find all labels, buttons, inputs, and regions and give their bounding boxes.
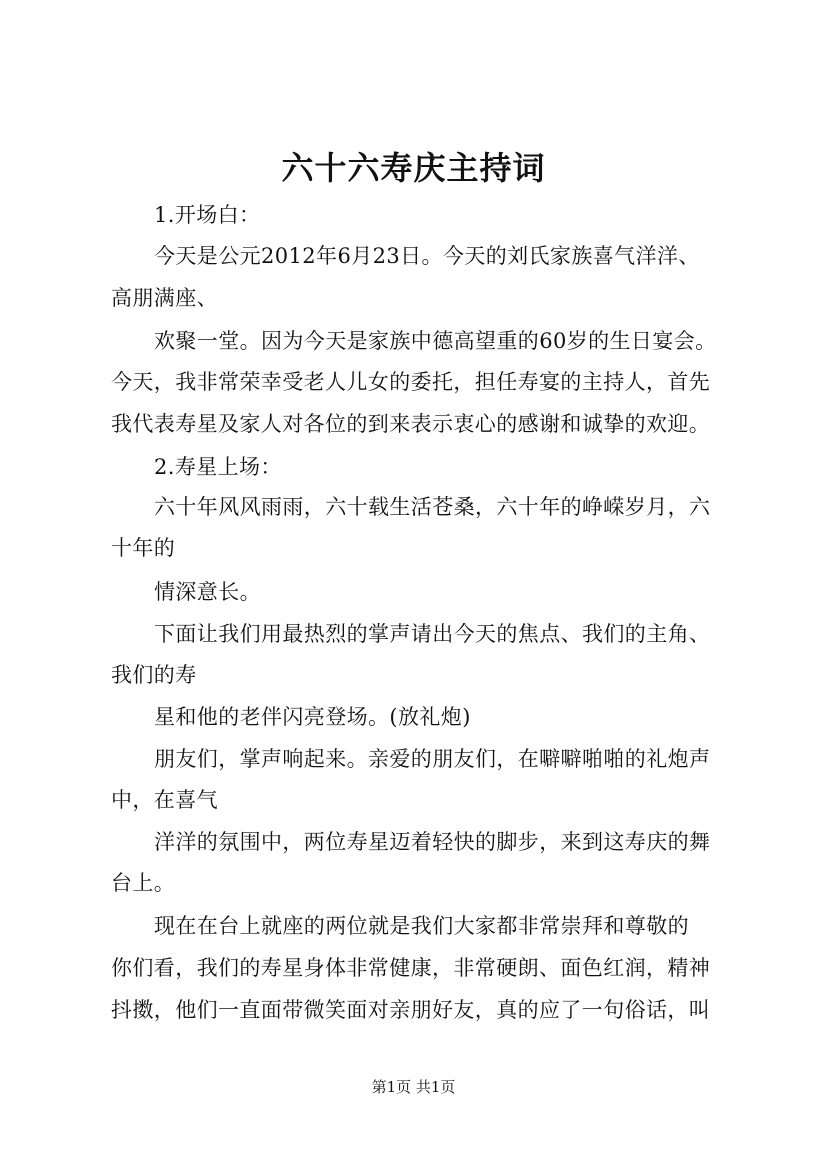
paragraph-line: 情深意长。: [154, 580, 261, 604]
page-footer: 第1页 共1页: [371, 1078, 456, 1096]
section-heading-opening: 1.开场白：: [154, 203, 261, 227]
paragraph-line: 下面让我们用最热烈的掌声请出今天的焦点、我们的主角、: [154, 622, 711, 646]
paragraph-line: 朋友们，掌声响起来。亲爱的朋友们，在噼噼啪啪的礼炮声: [154, 747, 711, 771]
paragraph-line: 抖擞，他们一直面带微笑面对亲朋好友，真的应了一句俗话，叫: [111, 998, 711, 1022]
paragraph-line: 今天，我非常荣幸受老人儿女的委托，担任寿宴的主持人，首先: [111, 370, 711, 394]
paragraph-line: 我代表寿星及家人对各位的到来表示衷心的感谢和诚挚的欢迎。: [111, 412, 711, 436]
paragraph-line: 欢聚一堂。因为今天是家族中德高望重的60岁的生日宴会。: [154, 329, 717, 353]
paragraph-line: 六十年风风雨雨，六十载生活苍桑，六十年的峥嵘岁月，六: [154, 495, 711, 519]
paragraph-line: 高朋满座、: [111, 286, 218, 310]
paragraph-line: 你们看，我们的寿星身体非常健康，非常硬朗、面色红润，精神: [111, 956, 711, 980]
paragraph-line: 十年的: [111, 536, 176, 560]
section-heading-entrance: 2.寿星上场：: [154, 455, 282, 479]
paragraph-line: 我们的寿: [111, 663, 197, 687]
paragraph-line: 现在在台上就座的两位就是我们大家都非常崇拜和尊敬的: [154, 914, 689, 938]
paragraph-line: 台上。: [111, 871, 176, 895]
paragraph-line: 今天是公元2012年6月23日。今天的刘氏家族喜气洋洋、: [154, 244, 700, 268]
paragraph-line: 星和他的老伴闪亮登场。(放礼炮): [154, 705, 471, 729]
document-title: 六十六寿庆主持词: [281, 149, 546, 187]
paragraph-line: 中，在喜气: [111, 788, 218, 812]
paragraph-line: 洋洋的氛围中，两位寿星迈着轻快的脚步，来到这寿庆的舞: [154, 830, 711, 854]
